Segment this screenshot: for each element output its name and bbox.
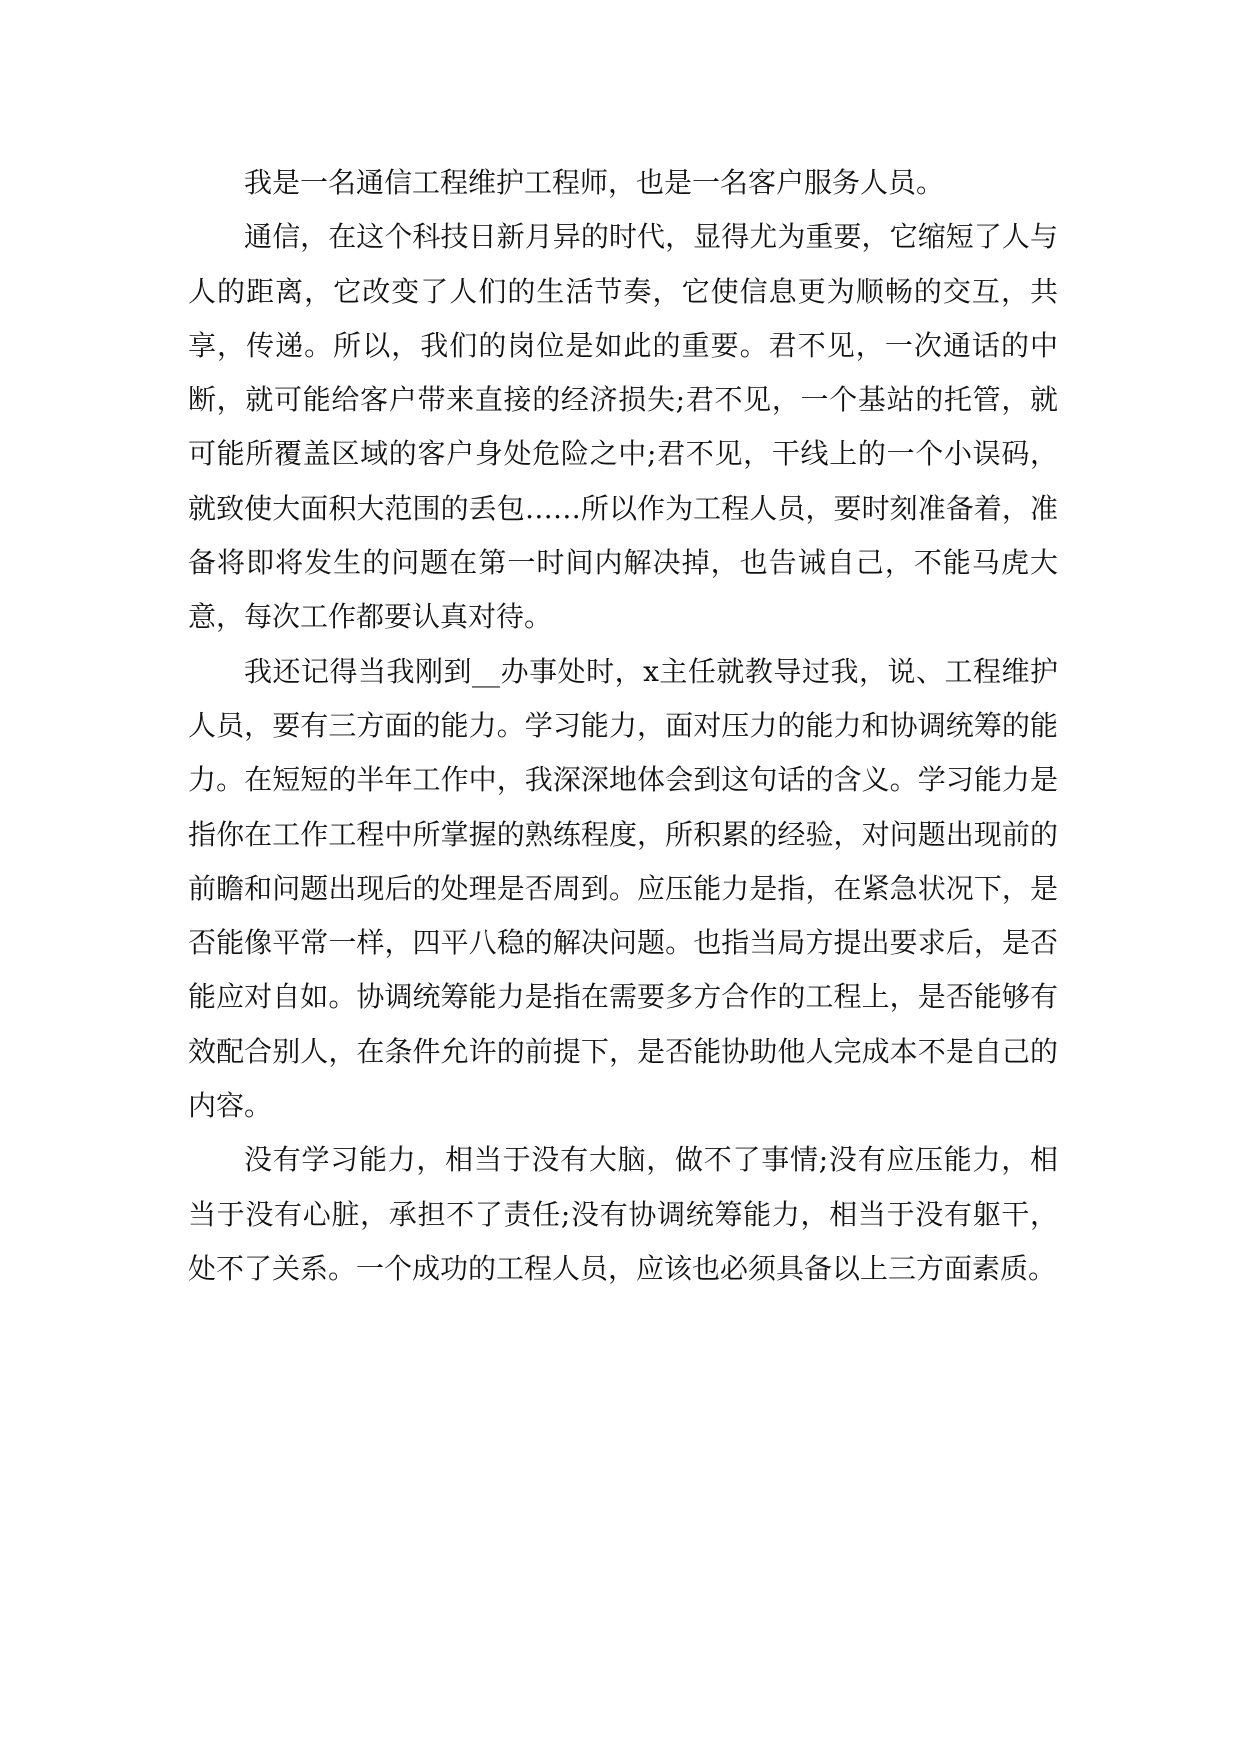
paragraph-conclusion: 没有学习能力，相当于没有大脑，做不了事情;没有应压能力，相当于没有心脏，承担不了责任;没有协调统筹能力，相当于没有躯干，处不了关系。一个成功的工程人员，应该也必须具备以上三方面素质。	[188, 1143, 1058, 1285]
document-body	[188, 156, 1058, 1296]
paragraph-communication: 通信，在这个科技日新月异的时代，显得尤为重要，它缩短了人与人的距离，它改变了人们的生活节奏，它使信息更为顺畅的交互，共享，传递。所以，我们的岗位是如此的重要。君不见，一次通话的中断，就可能给客户带来直接的经济损失;君不见，一个基站的托管，就可能所覆盖区域的客户身处危险之中;君不见，干线上的一个小误码，就致使大面积大范围的丢包……所以作为工程人员，要时刻准备着，准备将即将发生的问题在第一时间内解决掉，也告诫自己，不能马虎大意，每次工作都要认真对待。	[188, 220, 1058, 634]
paragraph-abilities: 我还记得当我刚到__办事处时，x主任就教导过我，说、工程维护人员，要有三方面的能力。学习能力，面对压力的能力和协调统筹的能力。在短短的半年工作中，我深深地体会到这句话的含义。学习能力是指你在工作工程中所掌握的熟练程度，所积累的经验，对问题出现前的前瞻和问题出现后的处理是否周到。应压能力是指，在紧急状况下，是否能像平常一样，四平八稳的解决问题。也指当局方提出要求后，是否能应对自如。协调统筹能力是指在需要多方合作的工程上，是否能够有效配合别人，在条件允许的前提下，是否能协助他人完成本不是自己的内容。	[188, 654, 1058, 1123]
paragraph-intro: 我是一名通信工程维护工程师，也是一名客户服务人员。	[244, 166, 945, 199]
